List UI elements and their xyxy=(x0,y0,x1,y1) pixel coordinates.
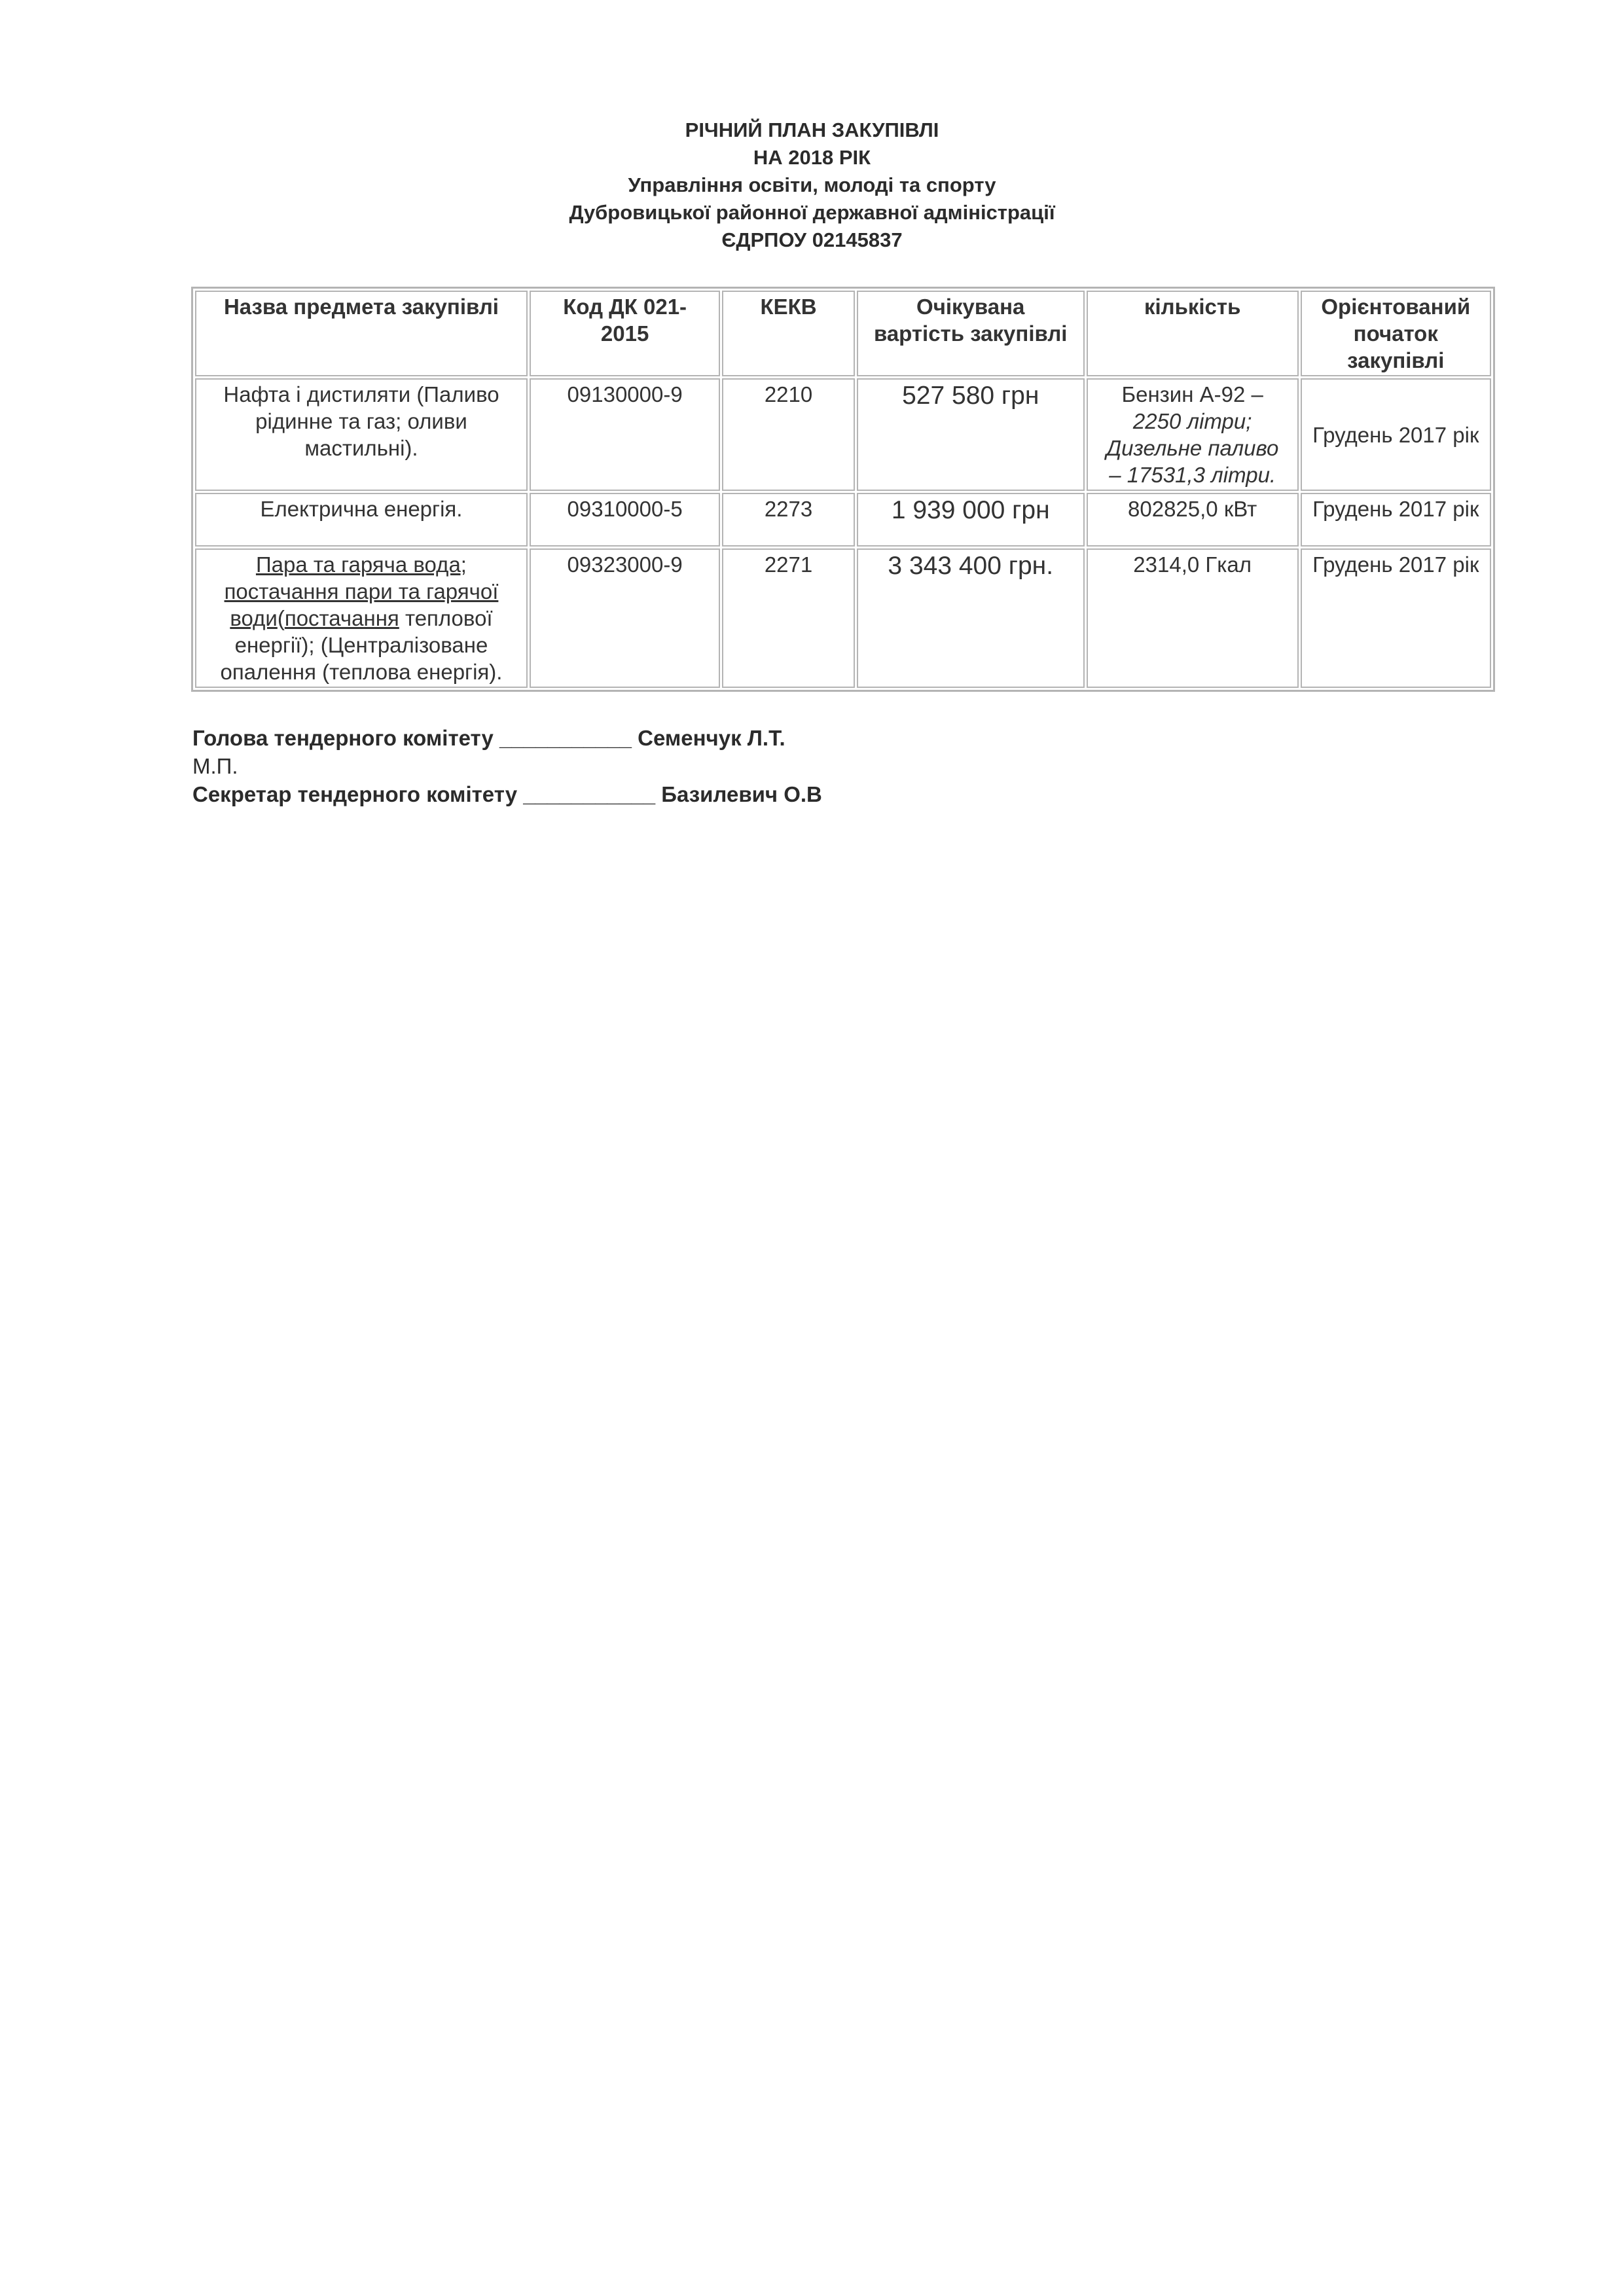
cell-code: 09130000-9 xyxy=(530,378,720,491)
signature-block xyxy=(192,724,822,808)
procurement-table xyxy=(191,287,1495,692)
cell-kekv: 2273 xyxy=(722,493,854,547)
header-administration: Дубровицької районної державної адміністрації xyxy=(569,201,1055,224)
cell-code: 09323000-9 xyxy=(530,548,720,688)
header-start: Орієнтований початок закупівлі xyxy=(1301,291,1491,376)
table-header-row xyxy=(195,291,1491,376)
header-title: РІЧНИЙ ПЛАН ЗАКУПІВЛІ xyxy=(685,118,939,141)
header-cost: Очікувана вартість закупівлі xyxy=(857,291,1085,376)
cell-name: Електрична енергія. xyxy=(195,493,528,547)
header-year: НА 2018 РІК xyxy=(753,146,871,169)
header-code: Код ДК 021- 2015 xyxy=(530,291,720,376)
header-edrpou: ЄДРПОУ 02145837 xyxy=(721,228,903,251)
cell-cost: 3 343 400 грн. xyxy=(857,548,1085,688)
cell-quantity: 802825,0 кВт xyxy=(1087,493,1299,547)
table-row xyxy=(195,548,1491,688)
document-header xyxy=(0,117,1624,254)
cell-quantity: Бензин А-92 – 2250 літри; Дизельне паливо – 17531,3 літри. xyxy=(1087,378,1299,491)
cell-start: Грудень 2017 рік xyxy=(1301,548,1491,688)
cell-start: Грудень 2017 рік xyxy=(1301,378,1491,491)
header-kekv: КЕКВ xyxy=(722,291,854,376)
stamp-label: М.П. xyxy=(192,754,238,778)
cell-cost: 527 580 грн xyxy=(857,378,1085,491)
chairman-signature: Голова тендерного комітету ___________ Семенчук Л.Т. xyxy=(192,726,785,750)
cell-code: 09310000-5 xyxy=(530,493,720,547)
secretary-signature: Секретар тендерного комітету ___________ Базилевич О.В xyxy=(192,782,822,806)
cell-quantity: 2314,0 Гкал xyxy=(1087,548,1299,688)
cell-start: Грудень 2017 рік xyxy=(1301,493,1491,547)
table-row xyxy=(195,493,1491,547)
header-quantity: кількість xyxy=(1087,291,1299,376)
header-name: Назва предмета закупівлі xyxy=(195,291,528,376)
header-department: Управління освіти, молоді та спорту xyxy=(628,173,996,196)
cell-kekv: 2271 xyxy=(722,548,854,688)
cell-kekv: 2210 xyxy=(722,378,854,491)
cell-name: Пара та гаряча вода; постачання пари та гарячої води(постачання теплової енергії); (Централізоване опалення (теплова енергія). xyxy=(195,548,528,688)
table-row xyxy=(195,378,1491,491)
cell-cost: 1 939 000 грн xyxy=(857,493,1085,547)
cell-name: Нафта і дистиляти (Паливо рідинне та газ; оливи мастильні). xyxy=(195,378,528,491)
